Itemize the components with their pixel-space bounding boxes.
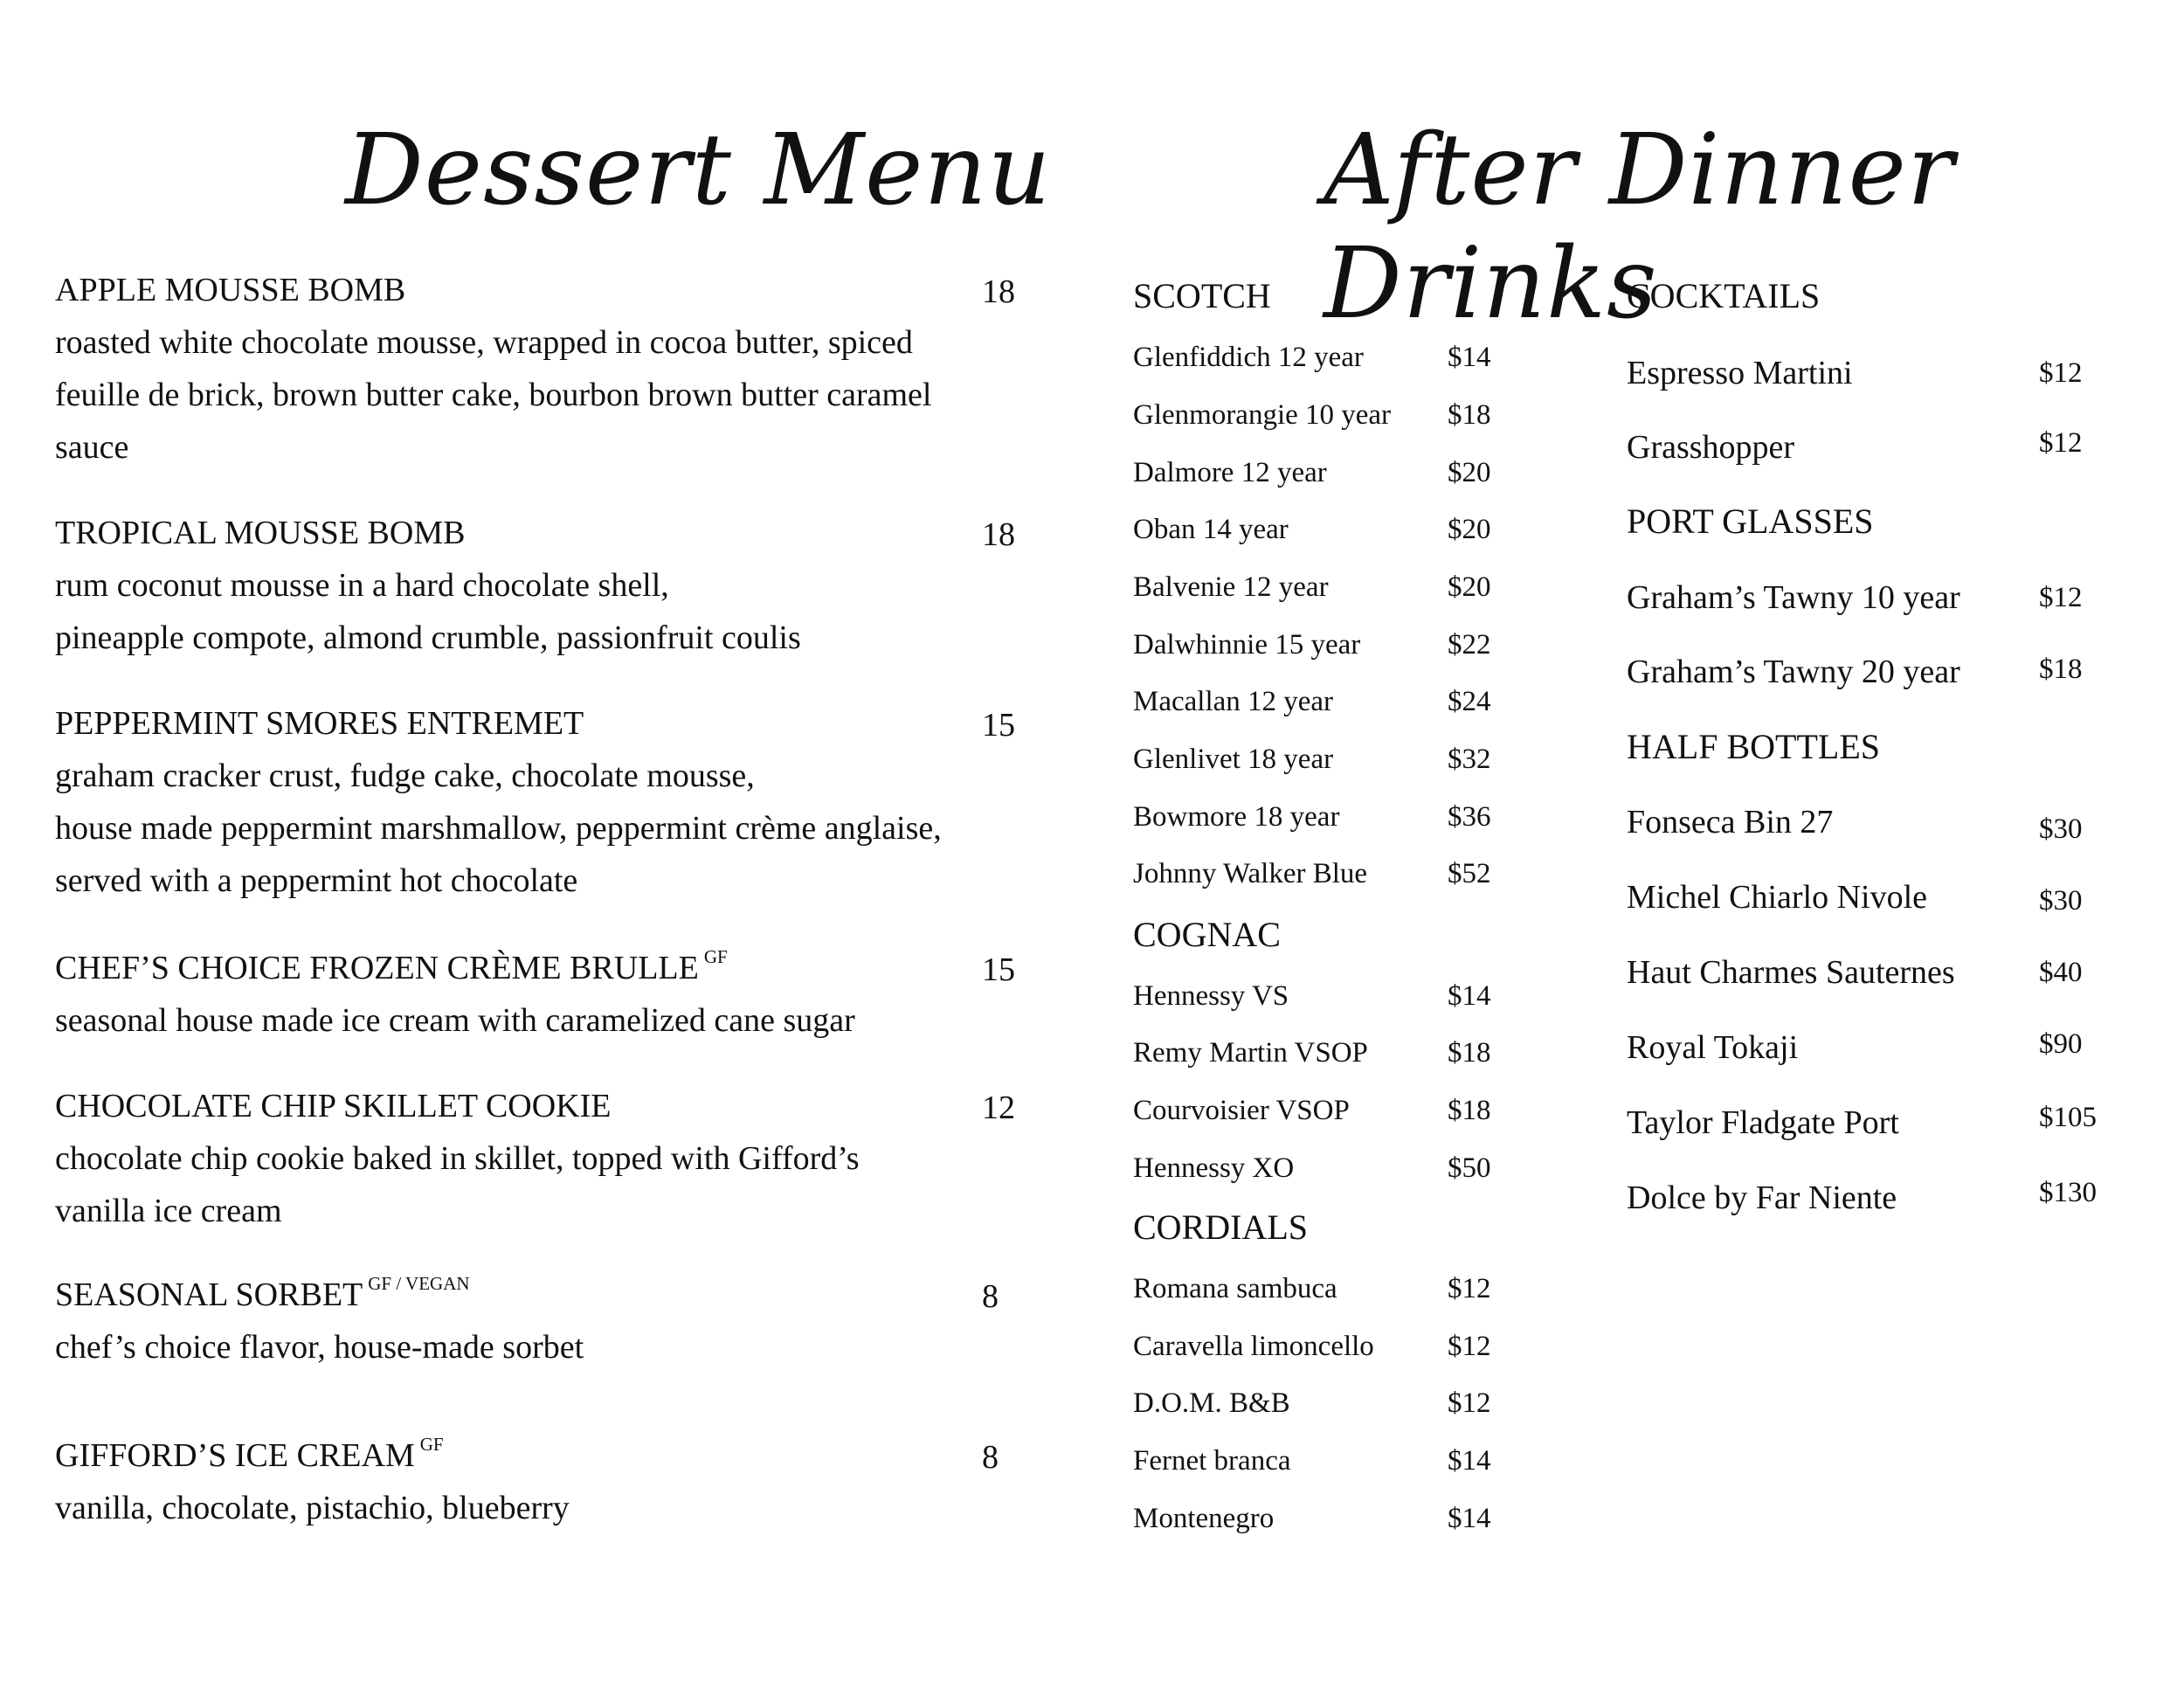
drink-price: $14 — [1448, 980, 1491, 1012]
dessert-description: graham cracker crust, fudge cake, chocolate mousse, house made peppermint marshmallow, peppermint crème anglaise, served with a peppermint hot chocolate — [55, 758, 942, 899]
dessert-item-seasonal-sorbet — [55, 1269, 1025, 1373]
drink-name: Hennessy XO — [1133, 1152, 1295, 1184]
dessert-item-chocolate-chip-skillet-cookie — [55, 1080, 1025, 1237]
drink-name: Grasshopper — [1627, 429, 1795, 466]
drink-name: Caravella limoncello — [1133, 1331, 1374, 1362]
dessert-name: CHEF’S CHOICE FROZEN CRÈME BRULLE — [55, 950, 699, 986]
drink-price: $36 — [1448, 801, 1491, 833]
dessert-price: 8 — [982, 1278, 999, 1315]
drink-price: $30 — [2039, 885, 2083, 917]
dessert-price: 15 — [982, 951, 1015, 988]
drink-name: Courvoisier VSOP — [1133, 1095, 1350, 1126]
drink-price: $52 — [1448, 858, 1491, 889]
dessert-description: seasonal house made ice cream with caramelized cane sugar — [55, 1002, 855, 1039]
dessert-name: TROPICAL MOUSSE BOMB — [55, 515, 466, 551]
drink-name: Johnny Walker Blue — [1133, 858, 1368, 889]
drink-name: Balvenie 12 year — [1133, 571, 1329, 603]
drink-name: Graham’s Tawny 20 year — [1627, 654, 1960, 690]
drink-name: Espresso Martini — [1627, 355, 1853, 391]
drink-name: Dolce by Far Niente — [1627, 1180, 1897, 1216]
dessert-name: SEASONAL SORBET — [55, 1276, 363, 1313]
drink-price: $32 — [1448, 744, 1491, 775]
drink-price: $18 — [1448, 399, 1491, 431]
drink-price: $130 — [2039, 1177, 2097, 1208]
drink-price: $14 — [1448, 342, 1491, 373]
drink-price: $18 — [2039, 654, 2083, 685]
drink-name: Bowmore 18 year — [1133, 801, 1340, 833]
drink-name: Taylor Fladgate Port — [1627, 1104, 1899, 1141]
drink-price: $12 — [2039, 582, 2083, 613]
drink-price: $30 — [2039, 813, 2083, 845]
section-heading-half-bottles: HALF BOTTLES — [1627, 727, 1880, 766]
dietary-tag: GF — [703, 946, 728, 967]
drink-price: $50 — [1448, 1152, 1491, 1184]
drink-price: $105 — [2039, 1102, 2097, 1133]
dietary-tag: GF / VEGAN — [368, 1273, 470, 1294]
drink-price: $12 — [1448, 1387, 1491, 1419]
drink-name: Macallan 12 year — [1133, 686, 1334, 717]
drink-price: $14 — [1448, 1445, 1491, 1477]
dessert-price: 15 — [982, 707, 1015, 744]
drink-price: $12 — [1448, 1331, 1491, 1362]
drink-price: $14 — [1448, 1503, 1491, 1534]
dessert-name: PEPPERMINT SMORES ENTREMET — [55, 705, 584, 742]
drink-name: Glenmorangie 10 year — [1133, 399, 1392, 431]
drink-name: Michel Chiarlo Nivole — [1627, 879, 1928, 916]
dessert-price: 8 — [982, 1439, 999, 1476]
drink-price: $12 — [2039, 427, 2083, 459]
section-heading-scotch: SCOTCH — [1133, 276, 1271, 315]
drink-price: $40 — [2039, 957, 2083, 988]
dessert-item-tropical-mousse-bomb — [55, 507, 1025, 664]
dessert-name: APPLE MOUSSE BOMB — [55, 272, 406, 308]
drink-name: Remy Martin VSOP — [1133, 1037, 1368, 1069]
drink-name: Glenlivet 18 year — [1133, 744, 1334, 775]
dessert-description: rum coconut mousse in a hard chocolate shell, pineapple compote, almond crumble, passionfruit coulis — [55, 567, 801, 656]
drink-price: $20 — [1448, 514, 1491, 545]
dessert-name: CHOCOLATE CHIP SKILLET COOKIE — [55, 1088, 612, 1124]
drink-price: $12 — [1448, 1273, 1491, 1304]
drink-name: Oban 14 year — [1133, 514, 1289, 545]
drink-price: $18 — [1448, 1095, 1491, 1126]
drink-name: Dalmore 12 year — [1133, 457, 1327, 488]
dessert-description: chocolate chip cookie baked in skillet, topped with Gifford’s vanilla ice cream — [55, 1140, 860, 1229]
drink-name: Dalwhinnie 15 year — [1133, 629, 1361, 661]
dessert-name: GIFFORD’S ICE CREAM — [55, 1437, 415, 1474]
drink-price: $12 — [2039, 357, 2083, 389]
drink-name: Montenegro — [1133, 1503, 1275, 1534]
section-heading-cordials: CORDIALS — [1133, 1207, 1309, 1247]
dietary-tag: GF — [419, 1434, 444, 1455]
drink-name: Royal Tokaji — [1627, 1029, 1799, 1066]
drink-name: Fernet branca — [1133, 1445, 1291, 1477]
section-heading-cognac: COGNAC — [1133, 915, 1281, 954]
drink-name: Fonseca Bin 27 — [1627, 804, 1834, 841]
drink-name: Romana sambuca — [1133, 1273, 1337, 1304]
dessert-price: 18 — [982, 516, 1015, 553]
drink-price: $20 — [1448, 571, 1491, 603]
section-heading-port-glasses: PORT GLASSES — [1627, 502, 1874, 541]
drink-price: $18 — [1448, 1037, 1491, 1069]
dessert-item-apple-mousse-bomb — [55, 264, 1025, 474]
dessert-description: chef’s choice flavor, house-made sorbet — [55, 1329, 584, 1366]
drink-name: D.O.M. B&B — [1133, 1387, 1290, 1419]
dessert-price: 12 — [982, 1090, 1015, 1126]
dessert-menu-title: Dessert Menu — [345, 114, 1052, 227]
section-heading-cocktails: COCKTAILS — [1627, 276, 1821, 315]
drink-name: Hennessy VS — [1133, 980, 1289, 1012]
dessert-description: vanilla, chocolate, pistachio, blueberry — [55, 1490, 570, 1526]
dessert-item-frozen-creme-brulle — [55, 942, 1025, 1047]
drink-price: $24 — [1448, 686, 1491, 717]
after-dinner-drinks-title: After Dinner Drinks — [1324, 114, 1955, 341]
drink-name: Graham’s Tawny 10 year — [1627, 579, 1960, 616]
drink-price: $22 — [1448, 629, 1491, 661]
drink-name: Haut Charmes Sauternes — [1627, 954, 1955, 991]
drink-name: Glenfiddich 12 year — [1133, 342, 1364, 373]
dessert-description: roasted white chocolate mousse, wrapped in cocoa butter, spiced feuille de brick, brown butter cake, bourbon brown butter caramel sauce — [55, 324, 932, 466]
dessert-item-giffords-ice-cream — [55, 1429, 1025, 1534]
drink-price: $20 — [1448, 457, 1491, 488]
dessert-price: 18 — [982, 273, 1015, 310]
dessert-item-peppermint-smores-entremet — [55, 697, 1025, 907]
drink-price: $90 — [2039, 1028, 2083, 1060]
